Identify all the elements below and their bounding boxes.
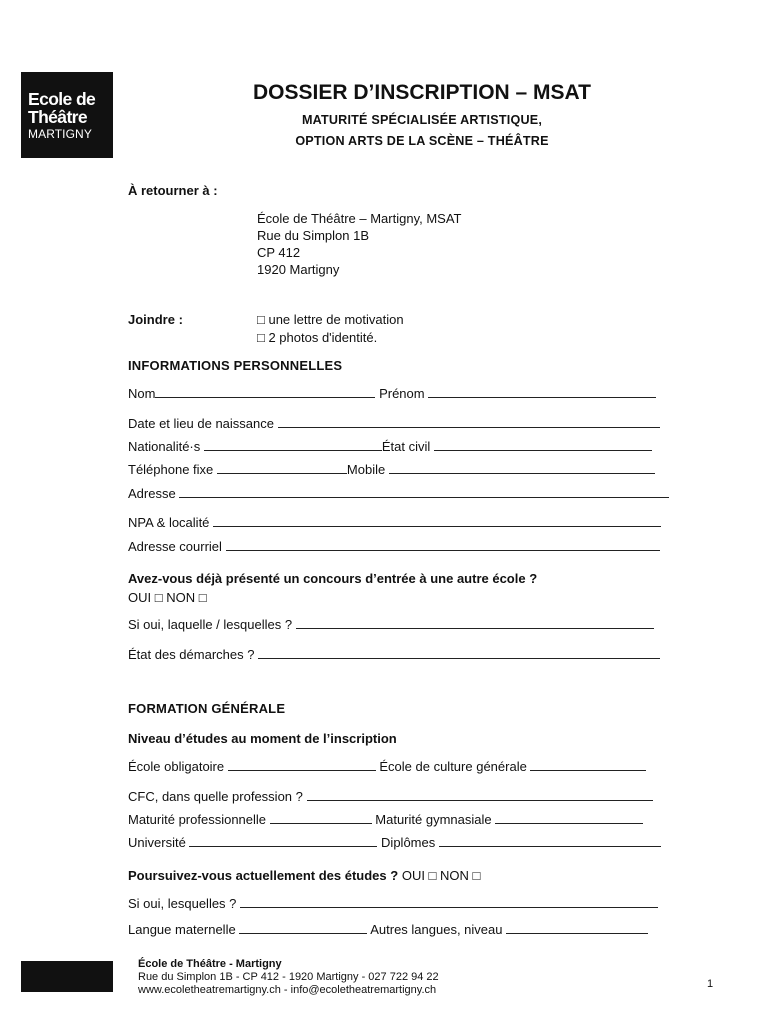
field-mobile-line[interactable] — [389, 463, 655, 474]
field-diplomas-line[interactable] — [439, 836, 661, 847]
field-nationality-label: Nationalité·s — [128, 439, 201, 454]
field-address-line[interactable] — [179, 487, 669, 498]
field-culture-label: École de culture générale — [379, 759, 527, 774]
field-nom-label: Nom — [128, 386, 156, 401]
field-address — [128, 486, 669, 501]
field-diplomas-label: Diplômes — [381, 835, 436, 850]
field-contest-status-line[interactable] — [258, 648, 660, 659]
field-birth — [128, 416, 660, 431]
field-current-which — [128, 896, 658, 911]
field-mandatory — [128, 759, 646, 774]
field-uni-line[interactable] — [189, 836, 377, 847]
field-cfc-label: CFC, dans quelle profession ? — [128, 789, 303, 804]
field-address-label: Adresse — [128, 486, 176, 501]
return-address-line: CP 412 — [257, 245, 301, 260]
field-mandatory-label: École obligatoire — [128, 759, 225, 774]
field-gym-label: Maturité gymnasiale — [375, 812, 492, 827]
contest-question: Avez-vous déjà présenté un concours d’entrée à une autre école ? — [128, 571, 538, 586]
attach-item-photos[interactable]: □ 2 photos d'identité. — [257, 330, 378, 345]
field-email — [128, 539, 660, 554]
logo-line-3: MARTIGNY — [28, 127, 92, 141]
return-address-line: Rue du Simplon 1B — [257, 228, 370, 243]
field-current-which-line[interactable] — [240, 897, 658, 908]
field-email-line[interactable] — [226, 540, 660, 551]
logo-line-2: Théâtre — [28, 107, 88, 127]
field-current-which-label: Si oui, lesquelles ? — [128, 896, 237, 911]
field-civil-label: État civil — [381, 439, 431, 454]
field-contest-status — [128, 647, 660, 662]
field-prenom-line[interactable] — [428, 387, 656, 398]
return-label: À retourner à : — [128, 183, 218, 198]
field-contest-which-label: Si oui, laquelle / lesquelles ? — [128, 617, 293, 632]
field-nom-line[interactable] — [155, 387, 375, 398]
field-nom — [128, 386, 656, 401]
field-npa — [128, 515, 661, 530]
training-level-heading: Niveau d’études au moment de l’inscription — [128, 731, 397, 746]
current-studies — [128, 868, 480, 883]
field-nationality — [128, 439, 652, 454]
logo-line-1: Ecole de — [28, 89, 96, 109]
field-uni-label: Université — [128, 835, 186, 850]
field-cfc-line[interactable] — [307, 790, 653, 801]
field-cfc — [128, 789, 653, 804]
section-training-heading: FORMATION GÉNÉRALE — [128, 701, 286, 716]
field-mother-lang-label: Langue maternelle — [128, 922, 236, 937]
field-npa-line[interactable] — [213, 516, 661, 527]
section-personal-heading: INFORMATIONS PERSONNELLES — [128, 358, 343, 373]
field-other-lang-label: Autres langues, niveau — [370, 922, 503, 937]
field-pro — [128, 812, 643, 827]
field-contest-which — [128, 617, 654, 632]
field-uni — [128, 835, 661, 850]
current-studies-question: Poursuivez-vous actuellement des études ? — [128, 868, 399, 883]
attach-label: Joindre : — [128, 312, 183, 327]
page-number: 1 — [707, 978, 714, 990]
field-pro-label: Maturité professionnelle — [128, 812, 267, 827]
field-culture-line[interactable] — [530, 760, 646, 771]
field-phone-label: Téléphone fixe — [128, 462, 214, 477]
field-gym-line[interactable] — [495, 813, 643, 824]
field-npa-label: NPA & localité — [128, 515, 210, 530]
field-mandatory-line[interactable] — [228, 760, 376, 771]
page-title: DOSSIER D’INSCRIPTION – MSAT — [253, 81, 591, 104]
footer-address: Rue du Simplon 1B - CP 412 - 1920 Martigny - 027 722 94 22 — [138, 971, 439, 983]
field-other-lang-line[interactable] — [506, 923, 648, 934]
attach-item-letter[interactable]: □ une lettre de motivation — [257, 312, 404, 327]
subtitle-1: MATURITÉ SPÉCIALISÉE ARTISTIQUE, — [301, 113, 543, 127]
field-mother-lang-line[interactable] — [239, 923, 367, 934]
footer-web: www.ecoletheatremartigny.ch - info@ecoletheatremartigny.ch — [138, 984, 437, 996]
field-phone-line[interactable] — [217, 463, 347, 474]
field-civil-line[interactable] — [434, 440, 652, 451]
footer-school-name: École de Théâtre - Martigny — [138, 958, 282, 970]
current-studies-options[interactable]: OUI □ NON □ — [401, 868, 481, 883]
footer-logo-block — [21, 961, 113, 992]
field-email-label: Adresse courriel — [128, 539, 222, 554]
return-address-line: 1920 Martigny — [257, 262, 340, 277]
field-mobile-label: Mobile — [346, 462, 386, 477]
field-nationality-line[interactable] — [204, 440, 382, 451]
field-prenom-label: Prénom — [379, 386, 425, 401]
field-phone — [128, 462, 655, 477]
field-contest-status-label: État des démarches ? — [128, 647, 255, 662]
field-birth-label: Date et lieu de naissance — [128, 416, 274, 431]
contest-options[interactable]: OUI □ NON □ — [128, 590, 207, 605]
field-birth-line[interactable] — [278, 417, 660, 428]
field-mother-lang — [128, 922, 648, 937]
field-pro-line[interactable] — [270, 813, 372, 824]
subtitle-2: OPTION ARTS DE LA SCÈNE – THÉÂTRE — [295, 134, 549, 148]
field-contest-which-line[interactable] — [296, 618, 654, 629]
return-address-line: École de Théâtre – Martigny, MSAT — [257, 211, 462, 226]
